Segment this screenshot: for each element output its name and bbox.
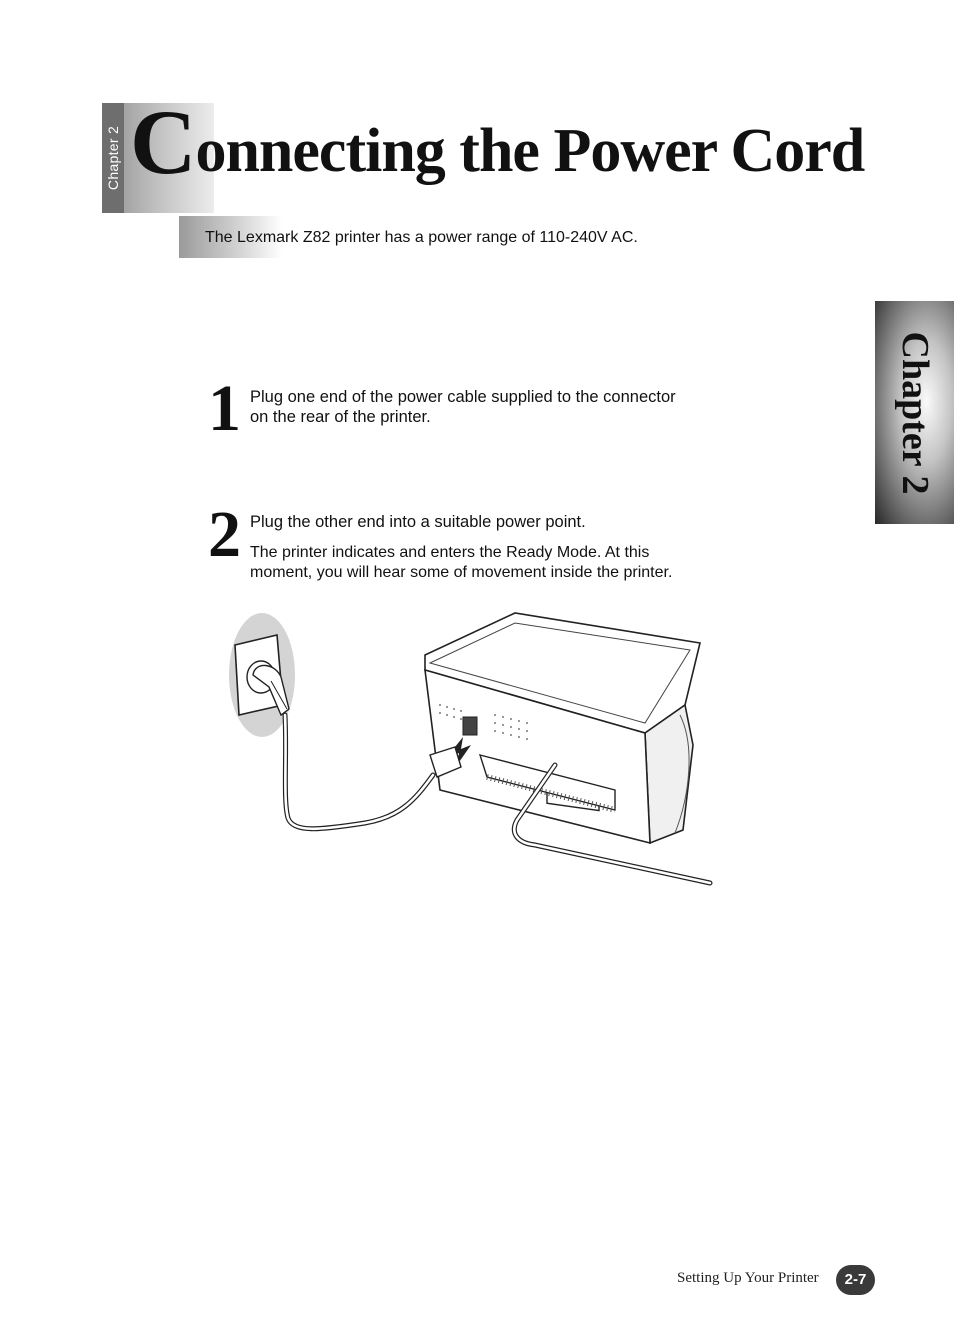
chapter-tab <box>102 103 124 213</box>
title-initial: C <box>130 91 196 193</box>
side-chapter-tab <box>875 301 954 524</box>
page-number-badge: 2-7 <box>836 1265 875 1295</box>
printer-power-illustration <box>225 605 715 890</box>
side-chapter-label: Chapter 2 <box>893 331 936 494</box>
step-1-line-2: on the rear of the printer. <box>250 408 431 426</box>
step-2-number: 2 <box>208 498 241 571</box>
page-title <box>130 91 865 193</box>
footer-section-title: Setting Up Your Printer <box>677 1270 819 1286</box>
printer-icon <box>425 613 700 843</box>
step-2-note-line-2: moment, you will hear some of movement inside the printer. <box>250 564 673 581</box>
step-1-number: 1 <box>208 372 241 445</box>
step-2-text: Plug the other end into a suitable power point. <box>250 513 586 531</box>
title-rest: onnecting the Power Cord <box>195 117 865 185</box>
power-cable-icon <box>285 715 433 829</box>
chapter-tab-label: Chapter 2 <box>105 125 121 191</box>
subtitle: The Lexmark Z82 printer has a power range of 110-240V AC. <box>205 229 638 246</box>
step-1-text <box>250 387 676 427</box>
step-1-line-1: Plug one end of the power cable supplied to the connector <box>250 388 676 406</box>
step-2-note <box>250 543 750 583</box>
step-2-note-line-1: The printer indicates and enters the Ready Mode. At this <box>250 544 650 561</box>
